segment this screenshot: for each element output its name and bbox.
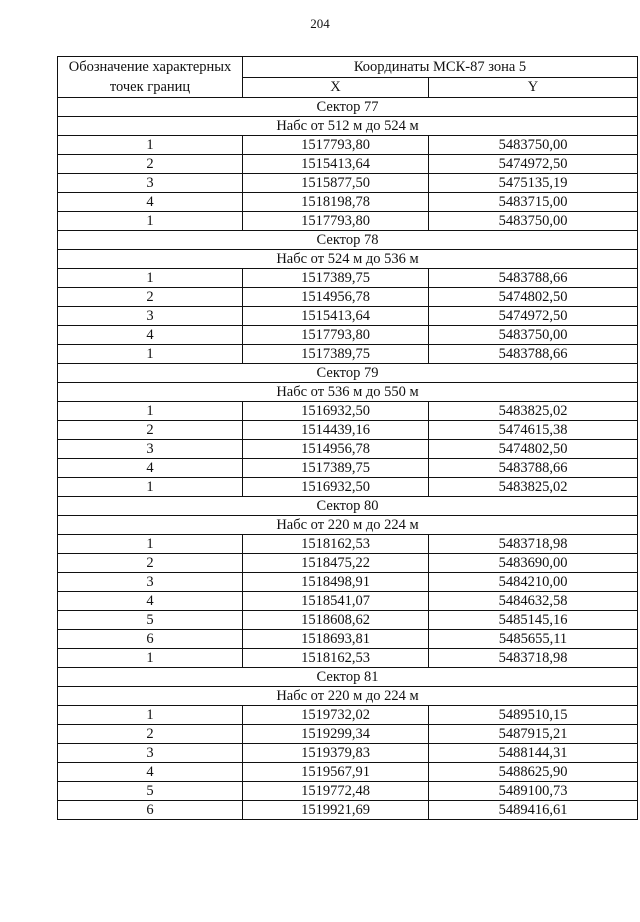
y-coordinate: 5483715,00	[429, 193, 638, 212]
x-column-header: X	[243, 77, 429, 98]
point-number: 2	[58, 155, 243, 174]
table-row	[58, 801, 638, 820]
height-range: Набс от 512 м до 524 м	[58, 117, 638, 136]
y-coordinate: 5474615,38	[429, 421, 638, 440]
x-coordinate: 1516932,50	[243, 402, 429, 421]
x-coordinate: 1517793,80	[243, 136, 429, 155]
x-coordinate: 1518475,22	[243, 554, 429, 573]
point-number: 4	[58, 459, 243, 478]
point-number: 3	[58, 744, 243, 763]
sector-title: Сектор 77	[58, 98, 638, 117]
point-number: 6	[58, 630, 243, 649]
y-coordinate: 5474972,50	[429, 307, 638, 326]
y-coordinate: 5474802,50	[429, 440, 638, 459]
x-coordinate: 1518541,07	[243, 592, 429, 611]
x-coordinate: 1519732,02	[243, 706, 429, 725]
point-number: 1	[58, 212, 243, 231]
x-coordinate: 1514956,78	[243, 288, 429, 307]
x-coordinate: 1517389,75	[243, 269, 429, 288]
point-number: 3	[58, 440, 243, 459]
table-row	[58, 744, 638, 763]
table-row	[58, 573, 638, 592]
point-label-header-line2: точек границ	[109, 79, 191, 95]
x-coordinate: 1514956,78	[243, 440, 429, 459]
table-row	[58, 212, 638, 231]
table-row	[58, 459, 638, 478]
x-coordinate: 1519299,34	[243, 725, 429, 744]
y-coordinate: 5485655,11	[429, 630, 638, 649]
table-body	[58, 98, 638, 820]
sector-row	[58, 98, 638, 117]
y-coordinate: 5483825,02	[429, 478, 638, 497]
y-coordinate: 5485145,16	[429, 611, 638, 630]
point-number: 4	[58, 193, 243, 212]
x-coordinate: 1514439,16	[243, 421, 429, 440]
table-row	[58, 155, 638, 174]
table-row	[58, 193, 638, 212]
point-number: 1	[58, 136, 243, 155]
y-coordinate: 5483750,00	[429, 326, 638, 345]
table-row	[58, 421, 638, 440]
table-row	[58, 611, 638, 630]
x-coordinate: 1518162,53	[243, 535, 429, 554]
x-coordinate: 1515877,50	[243, 174, 429, 193]
y-coordinate: 5484632,58	[429, 592, 638, 611]
x-coordinate: 1515413,64	[243, 155, 429, 174]
point-number: 1	[58, 706, 243, 725]
x-coordinate: 1515413,64	[243, 307, 429, 326]
y-coordinate: 5474972,50	[429, 155, 638, 174]
y-coordinate: 5474802,50	[429, 288, 638, 307]
point-number: 4	[58, 763, 243, 782]
table-row	[58, 136, 638, 155]
y-coordinate: 5487915,21	[429, 725, 638, 744]
x-coordinate: 1518498,91	[243, 573, 429, 592]
point-label-header-line1: Обозначение характерных	[68, 59, 232, 75]
point-label-header	[58, 57, 243, 98]
y-coordinate: 5483788,66	[429, 269, 638, 288]
height-range: Набс от 220 м до 224 м	[58, 687, 638, 706]
x-coordinate: 1516932,50	[243, 478, 429, 497]
y-coordinate: 5483690,00	[429, 554, 638, 573]
point-number: 4	[58, 592, 243, 611]
table-row	[58, 725, 638, 744]
x-coordinate: 1518162,53	[243, 649, 429, 668]
y-coordinate: 5488144,31	[429, 744, 638, 763]
height-range-row	[58, 516, 638, 535]
point-number: 1	[58, 649, 243, 668]
point-number: 6	[58, 801, 243, 820]
y-coordinate: 5483718,98	[429, 535, 638, 554]
table-row	[58, 763, 638, 782]
table-row	[58, 630, 638, 649]
sector-row	[58, 668, 638, 687]
sector-title: Сектор 81	[58, 668, 638, 687]
y-coordinate: 5488625,90	[429, 763, 638, 782]
point-number: 2	[58, 288, 243, 307]
table-row	[58, 269, 638, 288]
x-coordinate: 1518198,78	[243, 193, 429, 212]
point-number: 1	[58, 535, 243, 554]
point-number: 1	[58, 269, 243, 288]
table-row	[58, 592, 638, 611]
point-number: 3	[58, 174, 243, 193]
y-coordinate: 5483750,00	[429, 212, 638, 231]
y-coordinate: 5484210,00	[429, 573, 638, 592]
point-number: 5	[58, 611, 243, 630]
y-coordinate: 5483825,02	[429, 402, 638, 421]
page-number: 204	[310, 16, 330, 31]
y-coordinate: 5489100,73	[429, 782, 638, 801]
x-coordinate: 1519772,48	[243, 782, 429, 801]
x-coordinate: 1517389,75	[243, 345, 429, 364]
x-coordinate: 1519379,83	[243, 744, 429, 763]
x-coordinate: 1517793,80	[243, 326, 429, 345]
y-coordinate: 5475135,19	[429, 174, 638, 193]
point-number: 3	[58, 307, 243, 326]
sector-title: Сектор 80	[58, 497, 638, 516]
sector-title: Сектор 78	[58, 231, 638, 250]
sector-row	[58, 497, 638, 516]
y-column-header: Y	[429, 77, 638, 98]
y-coordinate: 5483750,00	[429, 136, 638, 155]
table-row	[58, 174, 638, 193]
sector-row	[58, 231, 638, 250]
point-number: 2	[58, 725, 243, 744]
table-row	[58, 440, 638, 459]
x-coordinate: 1519567,91	[243, 763, 429, 782]
table-row	[58, 535, 638, 554]
point-number: 5	[58, 782, 243, 801]
y-coordinate: 5483788,66	[429, 345, 638, 364]
table-row	[58, 478, 638, 497]
sector-row	[58, 364, 638, 383]
height-range-row	[58, 117, 638, 136]
table-row	[58, 288, 638, 307]
point-number: 3	[58, 573, 243, 592]
x-coordinate: 1518608,62	[243, 611, 429, 630]
height-range: Набс от 524 м до 536 м	[58, 250, 638, 269]
height-range-row	[58, 250, 638, 269]
table-row	[58, 326, 638, 345]
height-range: Набс от 220 м до 224 м	[58, 516, 638, 535]
x-coordinate: 1518693,81	[243, 630, 429, 649]
table-row	[58, 649, 638, 668]
x-coordinate: 1517389,75	[243, 459, 429, 478]
height-range-row	[58, 687, 638, 706]
coordinates-header: Координаты МСК-87 зона 5	[243, 57, 638, 78]
table-row	[58, 782, 638, 801]
point-number: 2	[58, 554, 243, 573]
point-number: 1	[58, 478, 243, 497]
point-number: 2	[58, 421, 243, 440]
y-coordinate: 5489416,61	[429, 801, 638, 820]
table-row	[58, 706, 638, 725]
table-row	[58, 554, 638, 573]
table-row	[58, 307, 638, 326]
height-range: Набс от 536 м до 550 м	[58, 383, 638, 402]
point-number: 1	[58, 345, 243, 364]
y-coordinate: 5489510,15	[429, 706, 638, 725]
table-row	[58, 345, 638, 364]
coordinates-table	[57, 56, 638, 820]
table-row	[58, 402, 638, 421]
point-number: 4	[58, 326, 243, 345]
point-number: 1	[58, 402, 243, 421]
sector-title: Сектор 79	[58, 364, 638, 383]
height-range-row	[58, 383, 638, 402]
table-header	[58, 57, 638, 98]
y-coordinate: 5483718,98	[429, 649, 638, 668]
y-coordinate: 5483788,66	[429, 459, 638, 478]
x-coordinate: 1519921,69	[243, 801, 429, 820]
x-coordinate: 1517793,80	[243, 212, 429, 231]
